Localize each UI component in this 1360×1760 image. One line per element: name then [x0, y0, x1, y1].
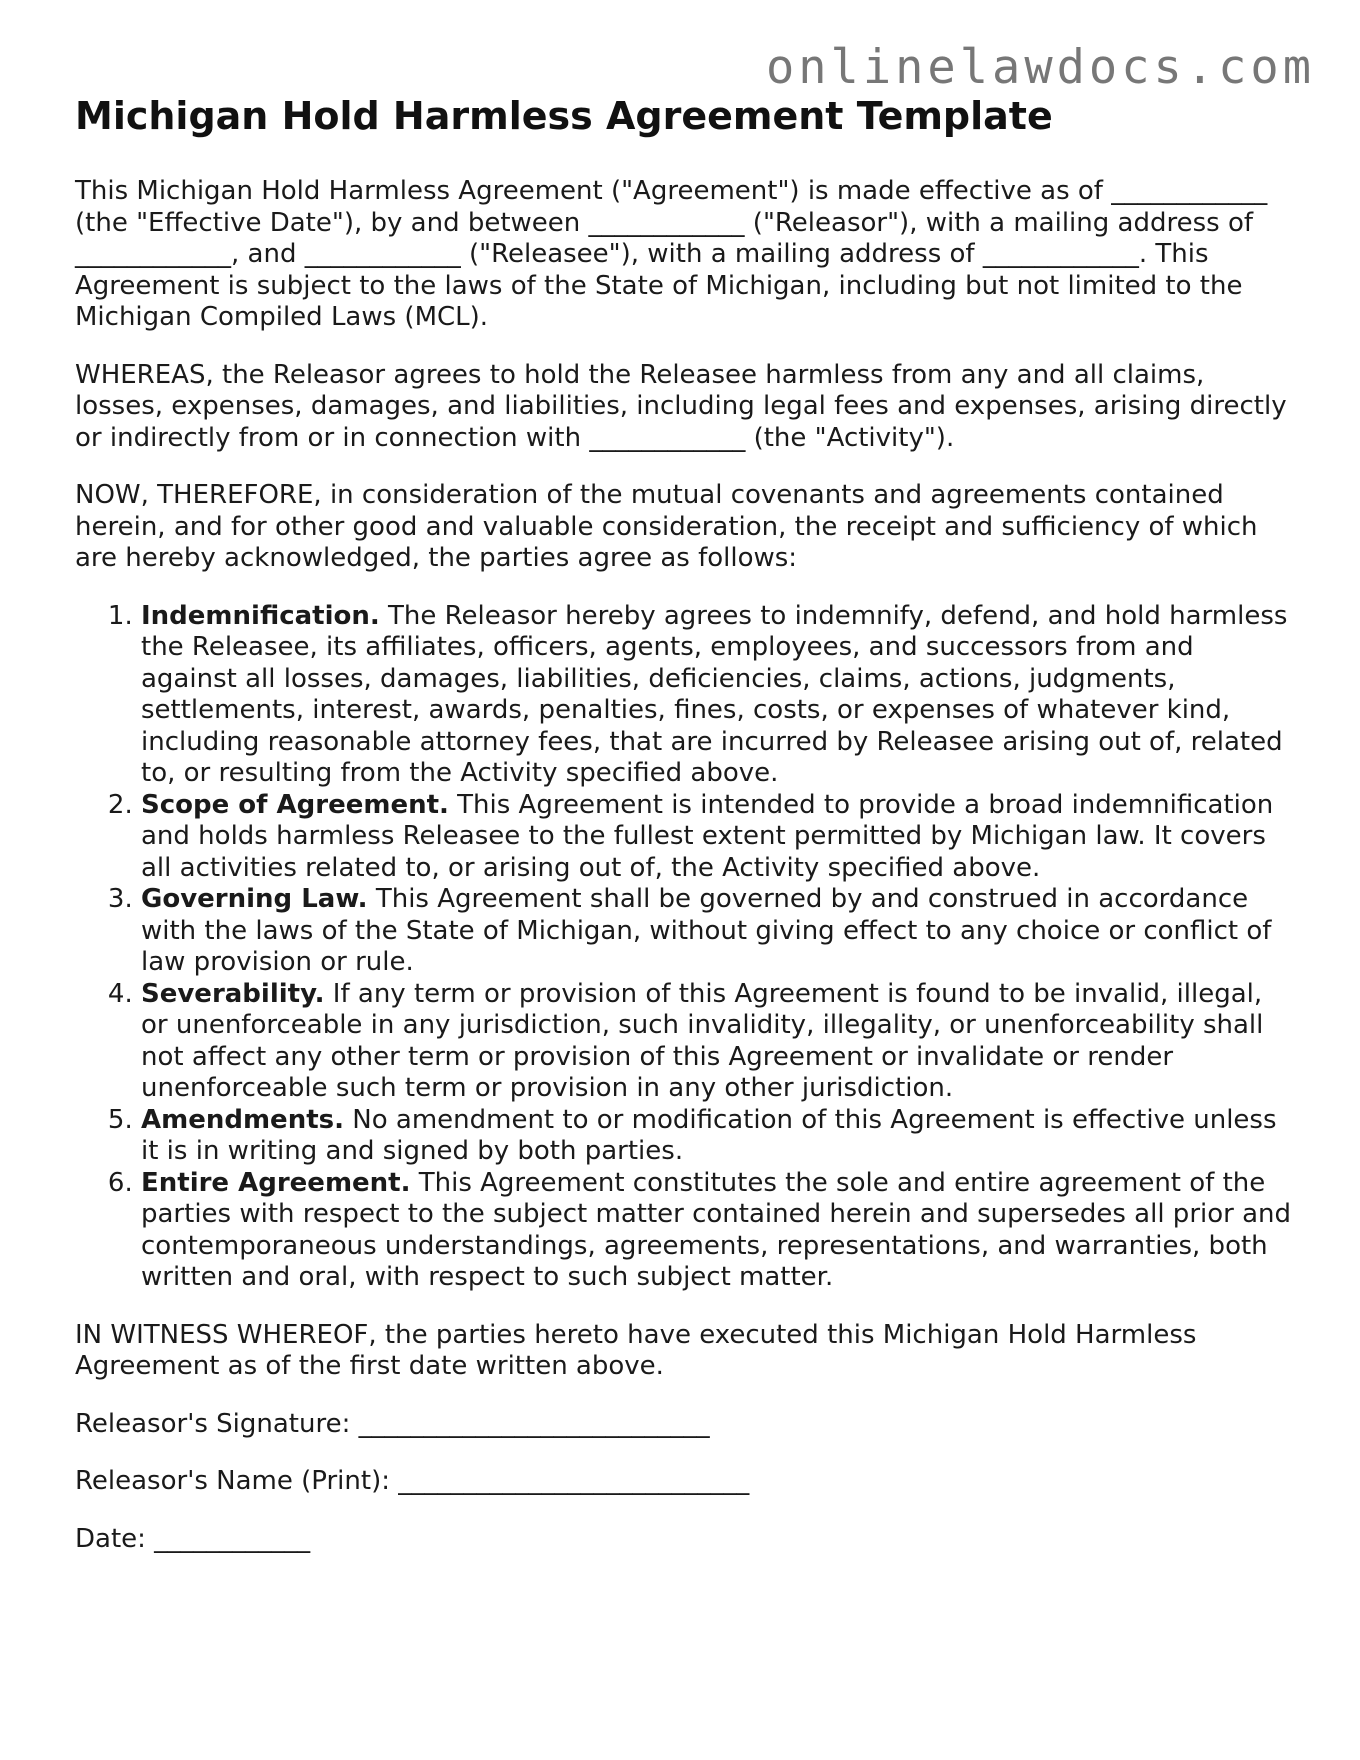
clause-severability	[141, 979, 1295, 1105]
clause-list	[75, 601, 1295, 1294]
document-title: Michigan Hold Harmless Agreement Template	[75, 94, 1053, 138]
clause-entire-agreement	[141, 1168, 1295, 1294]
clause-heading: Amendments.	[141, 1104, 344, 1135]
clause-heading: Governing Law.	[141, 884, 368, 914]
clause-heading: Entire Agreement.	[141, 1167, 411, 1198]
therefore-paragraph: NOW, THEREFORE, in consideration of the mutual covenants and agreements contained herein, and for other good and valuable consideration, the receipt and sufficiency of which are hereby acknowledged, the parties agree as follows:	[75, 480, 1258, 573]
clause-governing-law	[141, 884, 1295, 979]
clause-text: No amendment to or modification of this Agreement is effective unless it is in writing and signed by both parties.	[141, 1104, 1277, 1166]
clause-heading: Severability.	[141, 978, 325, 1009]
clause-text: This Agreement is intended to provide a broad indemnification and holds harmless Releasee to the fullest extent permitted by Michigan law. It covers all activities related to, or arising out of, the Activity specified above.	[141, 789, 1274, 883]
watermark: onlinelawdocs.com	[765, 40, 1315, 95]
clause-text: The Releasor hereby agrees to indemnify, defend, and hold harmless the Releasee, its affiliates, officers, agents, employees, and successors from and against all losses, damages, liabilities, deficiencies, claims, actions, judgments, settlements, interest, awards, penalties, fines, costs, or expenses of whatever kind, including reasonable attorney fees, that are incurred by Releasee arising out of, related to, or resulting from the Activity specified above.	[141, 600, 1288, 788]
clause-text: If any term or provision of this Agreement is found to be invalid, illegal, or unenforceable in any jurisdiction, such invalidity, illegality, or unenforceability shall not affect any other term or provision of this Agreement or invalidate or render unenforceable such term or provision in any other jurisdiction.	[141, 978, 1264, 1103]
clause-text: This Agreement constitutes the sole and entire agreement of the parties with respect to the subject matter contained herein and supersedes all prior and contemporaneous understandings, agreements, representations, and warranties, both written and oral, with respect to such subject matter.	[141, 1167, 1292, 1292]
intro-paragraph: This Michigan Hold Harmless Agreement ("Agreement") is made effective as of ____________ (the "Effective Date"), by and between ____________ ("Releasor"), with a mailing address of ____________, and ____________ ("Releasee"), with a mailing address of ____________. This Agreement is subject to the laws of the State of Michigan, including but not limited to the Michigan Compiled Laws (MCL).	[75, 176, 1268, 332]
document-page	[75, 92, 1295, 1581]
clause-amendments	[141, 1105, 1295, 1168]
clause-text: This Agreement shall be governed by and construed in accordance with the laws of the State of Michigan, without giving effect to any choice or conflict of law provision or rule.	[141, 884, 1272, 977]
date-line: Date: ____________	[75, 1523, 311, 1554]
witness-paragraph: IN WITNESS WHEREOF, the parties hereto have executed this Michigan Hold Harmless Agreement as of the first date written above.	[75, 1319, 1197, 1381]
clause-heading: Indemnification.	[141, 600, 380, 631]
whereas-paragraph: WHEREAS, the Releasor agrees to hold the Releasee harmless from any and all claims, losses, expenses, damages, and liabilities, including legal fees and expenses, arising directly or indirectly from or in connection with ____________ (the "Activity").	[75, 359, 1287, 453]
releasor-name-line: Releasor's Name (Print): ___________________________	[75, 1466, 750, 1496]
releasor-signature-line: Releasor's Signature: ___________________________	[75, 1408, 710, 1439]
clause-heading: Scope of Agreement.	[141, 789, 449, 820]
clause-indemnification	[141, 601, 1295, 790]
clause-scope	[141, 790, 1295, 885]
